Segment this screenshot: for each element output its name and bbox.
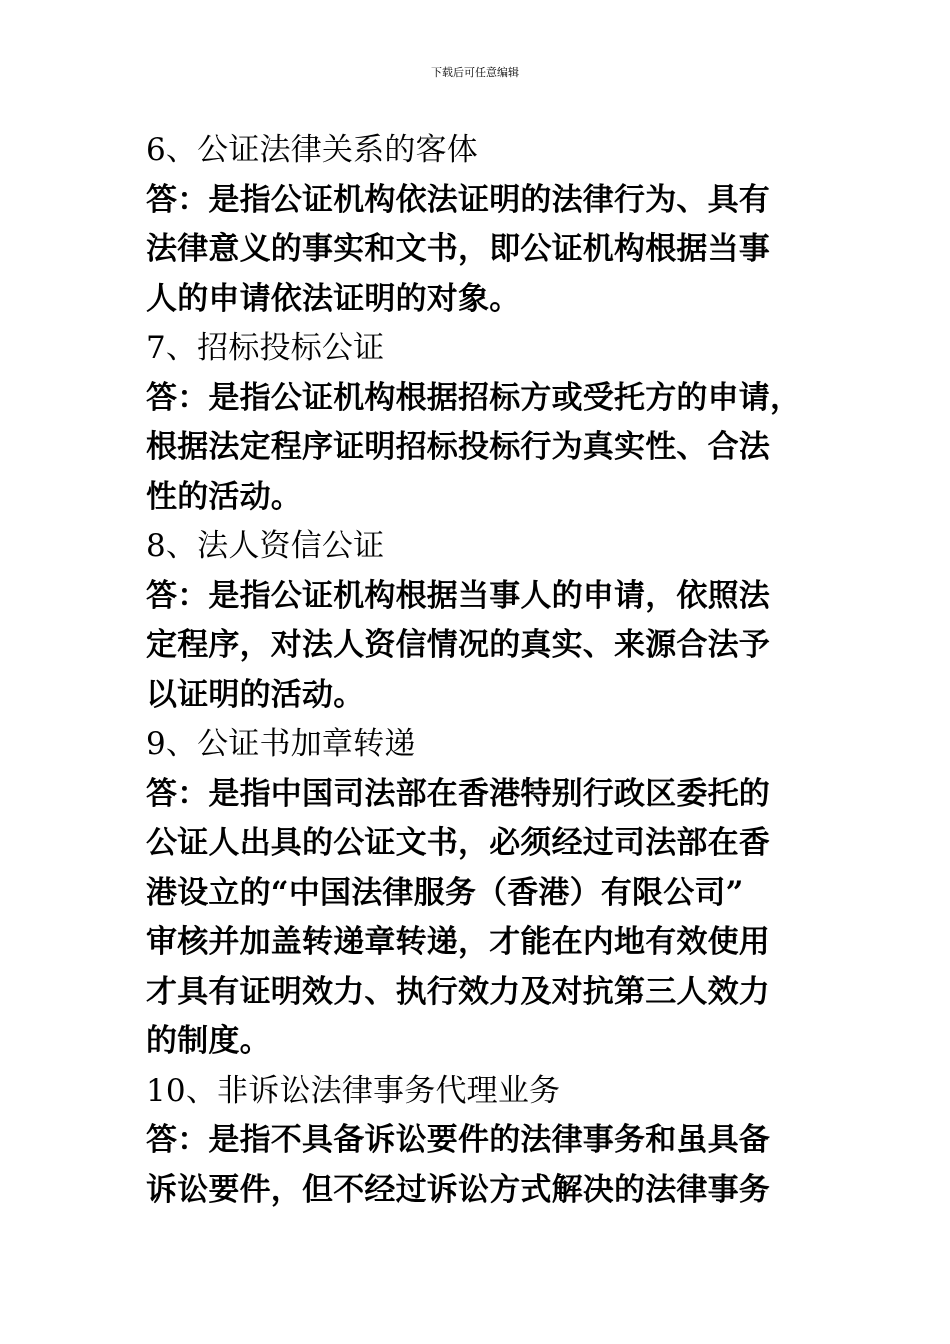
answer-line: 定程序，对法人资信情况的真实、来源合法予: [146, 627, 770, 663]
answer-line: 港设立的“中国法律服务（香港）有限公司”: [146, 874, 744, 911]
answer-line: 以证明的活动。: [146, 676, 365, 713]
answer-line: 才具有证明效力、执行效力及对抗第三人效力: [146, 973, 770, 1010]
answer-line: 答：是指中国司法部在香港特别行政区委托的: [146, 775, 770, 812]
answer-line: 公证人出具的公证文书，必须经过司法部在香: [146, 825, 770, 861]
section-title-9: 9、公证书加章转递: [146, 726, 416, 762]
answer-line: 性的活动。: [146, 478, 302, 515]
section-title-6: 6、公证法律关系的客体: [146, 132, 478, 168]
answer-line: 答：是指公证机构依法证明的法律行为、具有: [146, 181, 770, 218]
answer-line: 根据法定程序证明招标投标行为真实性、合法: [146, 429, 770, 465]
answer-line: 答：是指不具备诉讼要件的法律事务和虽具备: [146, 1122, 770, 1158]
answer-line: 审核并加盖转递章转递，才能在内地有效使用: [146, 924, 770, 960]
answer-line: 答：是指公证机构根据当事人的申请，依照法: [146, 577, 770, 614]
answer-line: 人的申请依法证明的对象。: [146, 280, 521, 317]
section-title-8: 8、法人资信公证: [146, 528, 385, 564]
answer-line: 法律意义的事实和文书，即公证机构根据当事: [146, 231, 770, 267]
page-header: 下载后可任意编辑: [431, 66, 519, 79]
answer-line: 答：是指公证机构根据招标方或受托方的申请，: [146, 379, 802, 416]
section-title-7: 7、招标投标公证: [146, 330, 385, 366]
section-title-10: 10、非诉讼法律事务代理业务: [146, 1072, 561, 1109]
document-body: [146, 126, 836, 1215]
answer-line: 的制度。: [146, 1023, 271, 1059]
answer-line: 诉讼要件，但不经过诉讼方式解决的法律事务: [146, 1171, 770, 1208]
